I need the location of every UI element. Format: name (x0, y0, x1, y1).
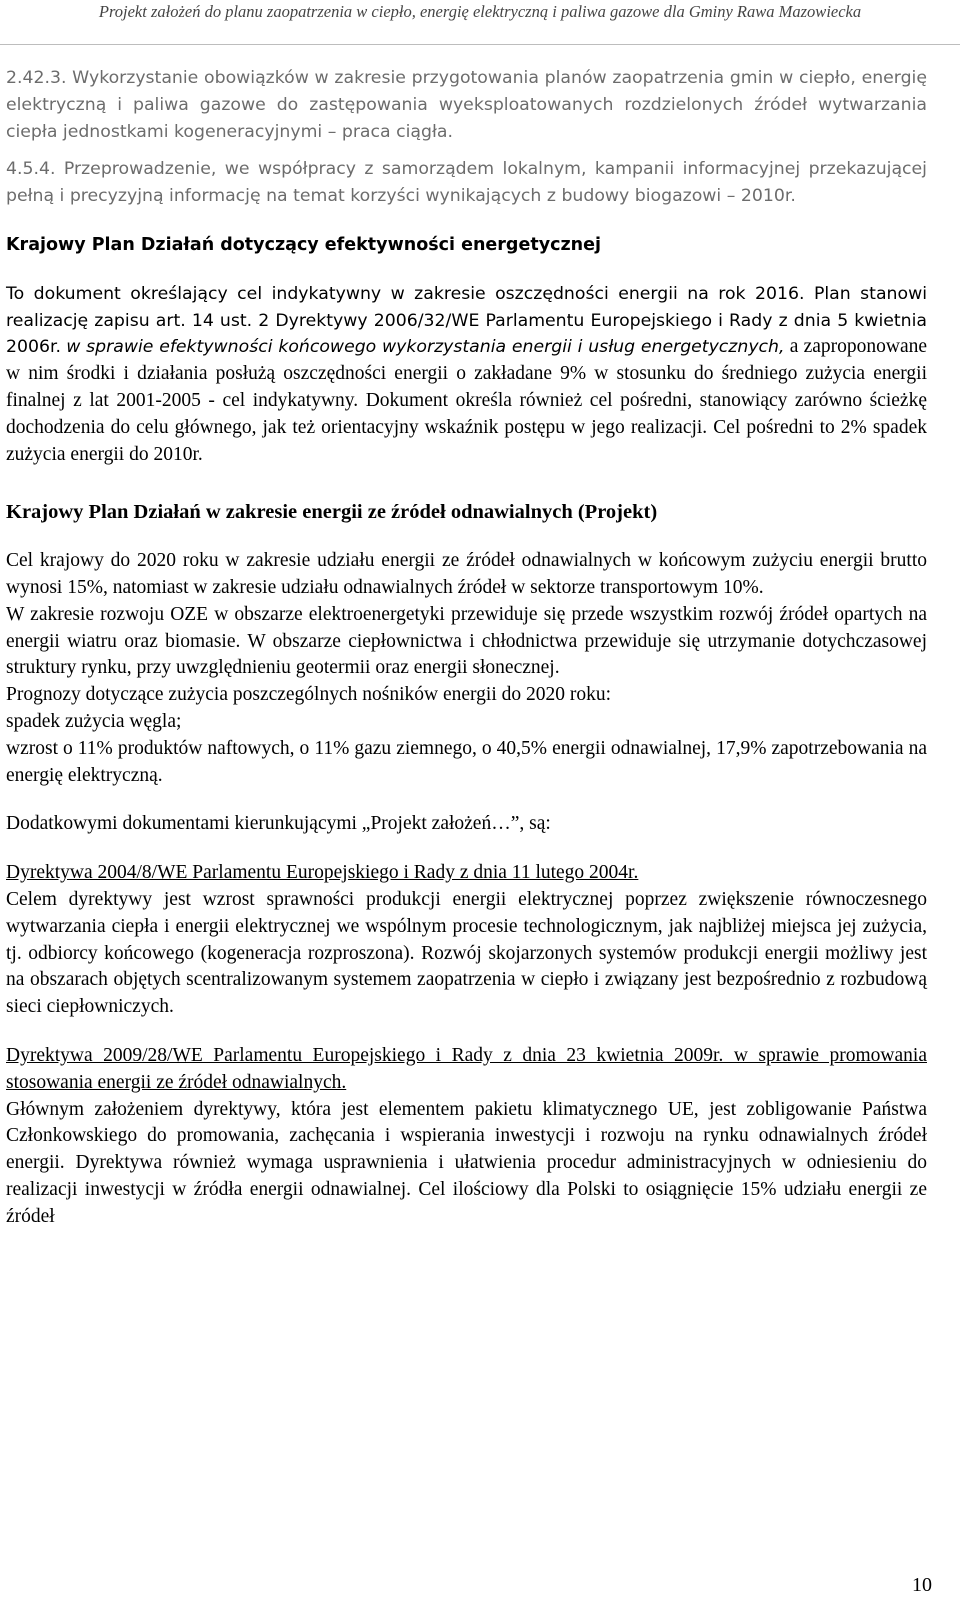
page-number: 10 (912, 1574, 932, 1596)
heading-efficiency-plan: Krajowy Plan Działań dotyczący efektywności energetycznej (6, 234, 601, 255)
efficiency-text-b: a zaproponowane w nim środki i działania posłużą oszczędności energii o zakładane 9% w stosunku do średniego zużycia energii finalnej z lat 2001-2005 - cel indykatywny. Dokument określa również cel pośredni, stanowiący zarówno ścieżkę dochodzenia do celu głównego, jak też orientacyjny wskaźnik postępu w jego realizacji. Cel pośredni to 2% spadek zużycia energii do 2010r. (6, 336, 928, 465)
heading-renewable-plan: Krajowy Plan Działań w zakresie energii ze źródeł odnawialnych (Projekt) (6, 501, 658, 524)
efficiency-plan-body (6, 281, 927, 469)
renewable-p5: wzrost o 11% produktów naftowych, o 11% gazu ziemnego, o 40,5% energii odnawialnej, 17,9% zapotrzebowania na energię elektryczną. (6, 737, 927, 786)
running-header (0, 0, 960, 45)
header-title: Projekt założeń do planu zaopatrzenia w ciepło, energię elektryczną i paliwa gazowe dla Gminy Rawa Mazowiecka (98, 2, 862, 21)
renewable-p2: W zakresie rozwoju OZE w obszarze elektroenergetyki przewiduje się przede wszystkim rozwój źródeł opartych na energii wiatru oraz biomasie. W obszarze ciepłownictwa i chłodnictwa przewiduje się utrzymanie dotychczasowej struktury rynku, przy uwzględnieniu geotermii oraz energii słonecznej. (6, 603, 927, 679)
renewable-p1: Cel krajowy do 2020 roku w zakresie udziału energii ze źródeł odnawialnych w końcowym zużyciu energii brutto wynosi 15%, natomiast w zakresie udziału odnawialnych źródeł w sektorze transportowym 10%. (6, 550, 927, 598)
efficiency-text-italic: w sprawie efektywności końcowego wykorzystania energii i usług energetycznych, (66, 337, 785, 358)
renewable-p3: Prognozy dotyczące zużycia poszczególnych nośników energii do 2020 roku: (6, 684, 612, 706)
directive-2004-8-title: Dyrektywa 2004/8/WE Parlamentu Europejskiego i Rady z dnia 11 lutego 2004r. (6, 862, 639, 884)
page-content (6, 65, 927, 1230)
section-4-5-4: 4.5.4. Przeprowadzenie, we współpracy z samorządem lokalnym, kampanii informacyjnej przekazującej pełną i precyzyjną informację na temat korzyści wynikających z budowy biogazowi – 2010r. (6, 159, 927, 207)
efficiency-text-a: To dokument określający cel indykatywny w zakresie oszczędności energii na rok 2016. Plan stanowi realizację zapisu art. 14 ust. 2 Dyrektywy 2006/32/WE Parlamentu Europejskiego i Rady z dnia 5 kwietnia 2006r. (6, 283, 927, 358)
directive-2009-28-text: Głównym założeniem dyrektywy, która jest elementem pakietu klimatycznego UE, jest zobligowanie Państwa Członkowskiego do promowania, zachęcania i wspierania inwestycji i rozwoju na rynku odnawialnych źródeł energii. Dyrektywa również wymaga usprawnienia i ułatwienia procedur administracyjnych w odniesieniu do realizacji inwestycji w źródła energii odnawialnej. Cel ilościowy dla Polski to osiągnięcie 15% udziału energii ze źródeł (6, 1098, 927, 1227)
section-2-42-3: 2.42.3. Wykorzystanie obowiązków w zakresie przygotowania planów zaopatrzenia gmin w ciepło, energię elektryczną i paliwa gazowe do zastępowania wyeksploatowanych rozdzielonych źródeł wytwarzania ciepła jednostkami kogeneracyjnymi – praca ciągła. (6, 68, 927, 142)
renewable-p4: spadek zużycia węgla; (6, 710, 182, 732)
directive-2004-8-text: Celem dyrektywy jest wzrost sprawności produkcji energii elektrycznej poprzez zwiększenie równoczesnego wytwarzania ciepła i energii elektrycznej we wspólnym procesie technologicznym, jak najbliżej miejsca jej zużycia, tj. odbiorcy końcowego (kogeneracja rozproszona). Rozwój skojarzonych systemów produkcji energii możliwy jest na obszarach objętych scentralizowanym systemem zaopatrzenia w ciepło i związany jest bezpośrednio z rozbudową sieci ciepłowniczych. (6, 888, 927, 1018)
directive-2009-28-title: Dyrektywa 2009/28/WE Parlamentu Europejskiego i Rady z dnia 23 kwietnia 2009r. w sprawie promowania stosowania energii ze źródeł odnawialnych. (6, 1044, 927, 1093)
additional-docs-intro: Dodatkowymi dokumentami kierunkującymi „Projekt założeń…”, są: (6, 813, 551, 835)
